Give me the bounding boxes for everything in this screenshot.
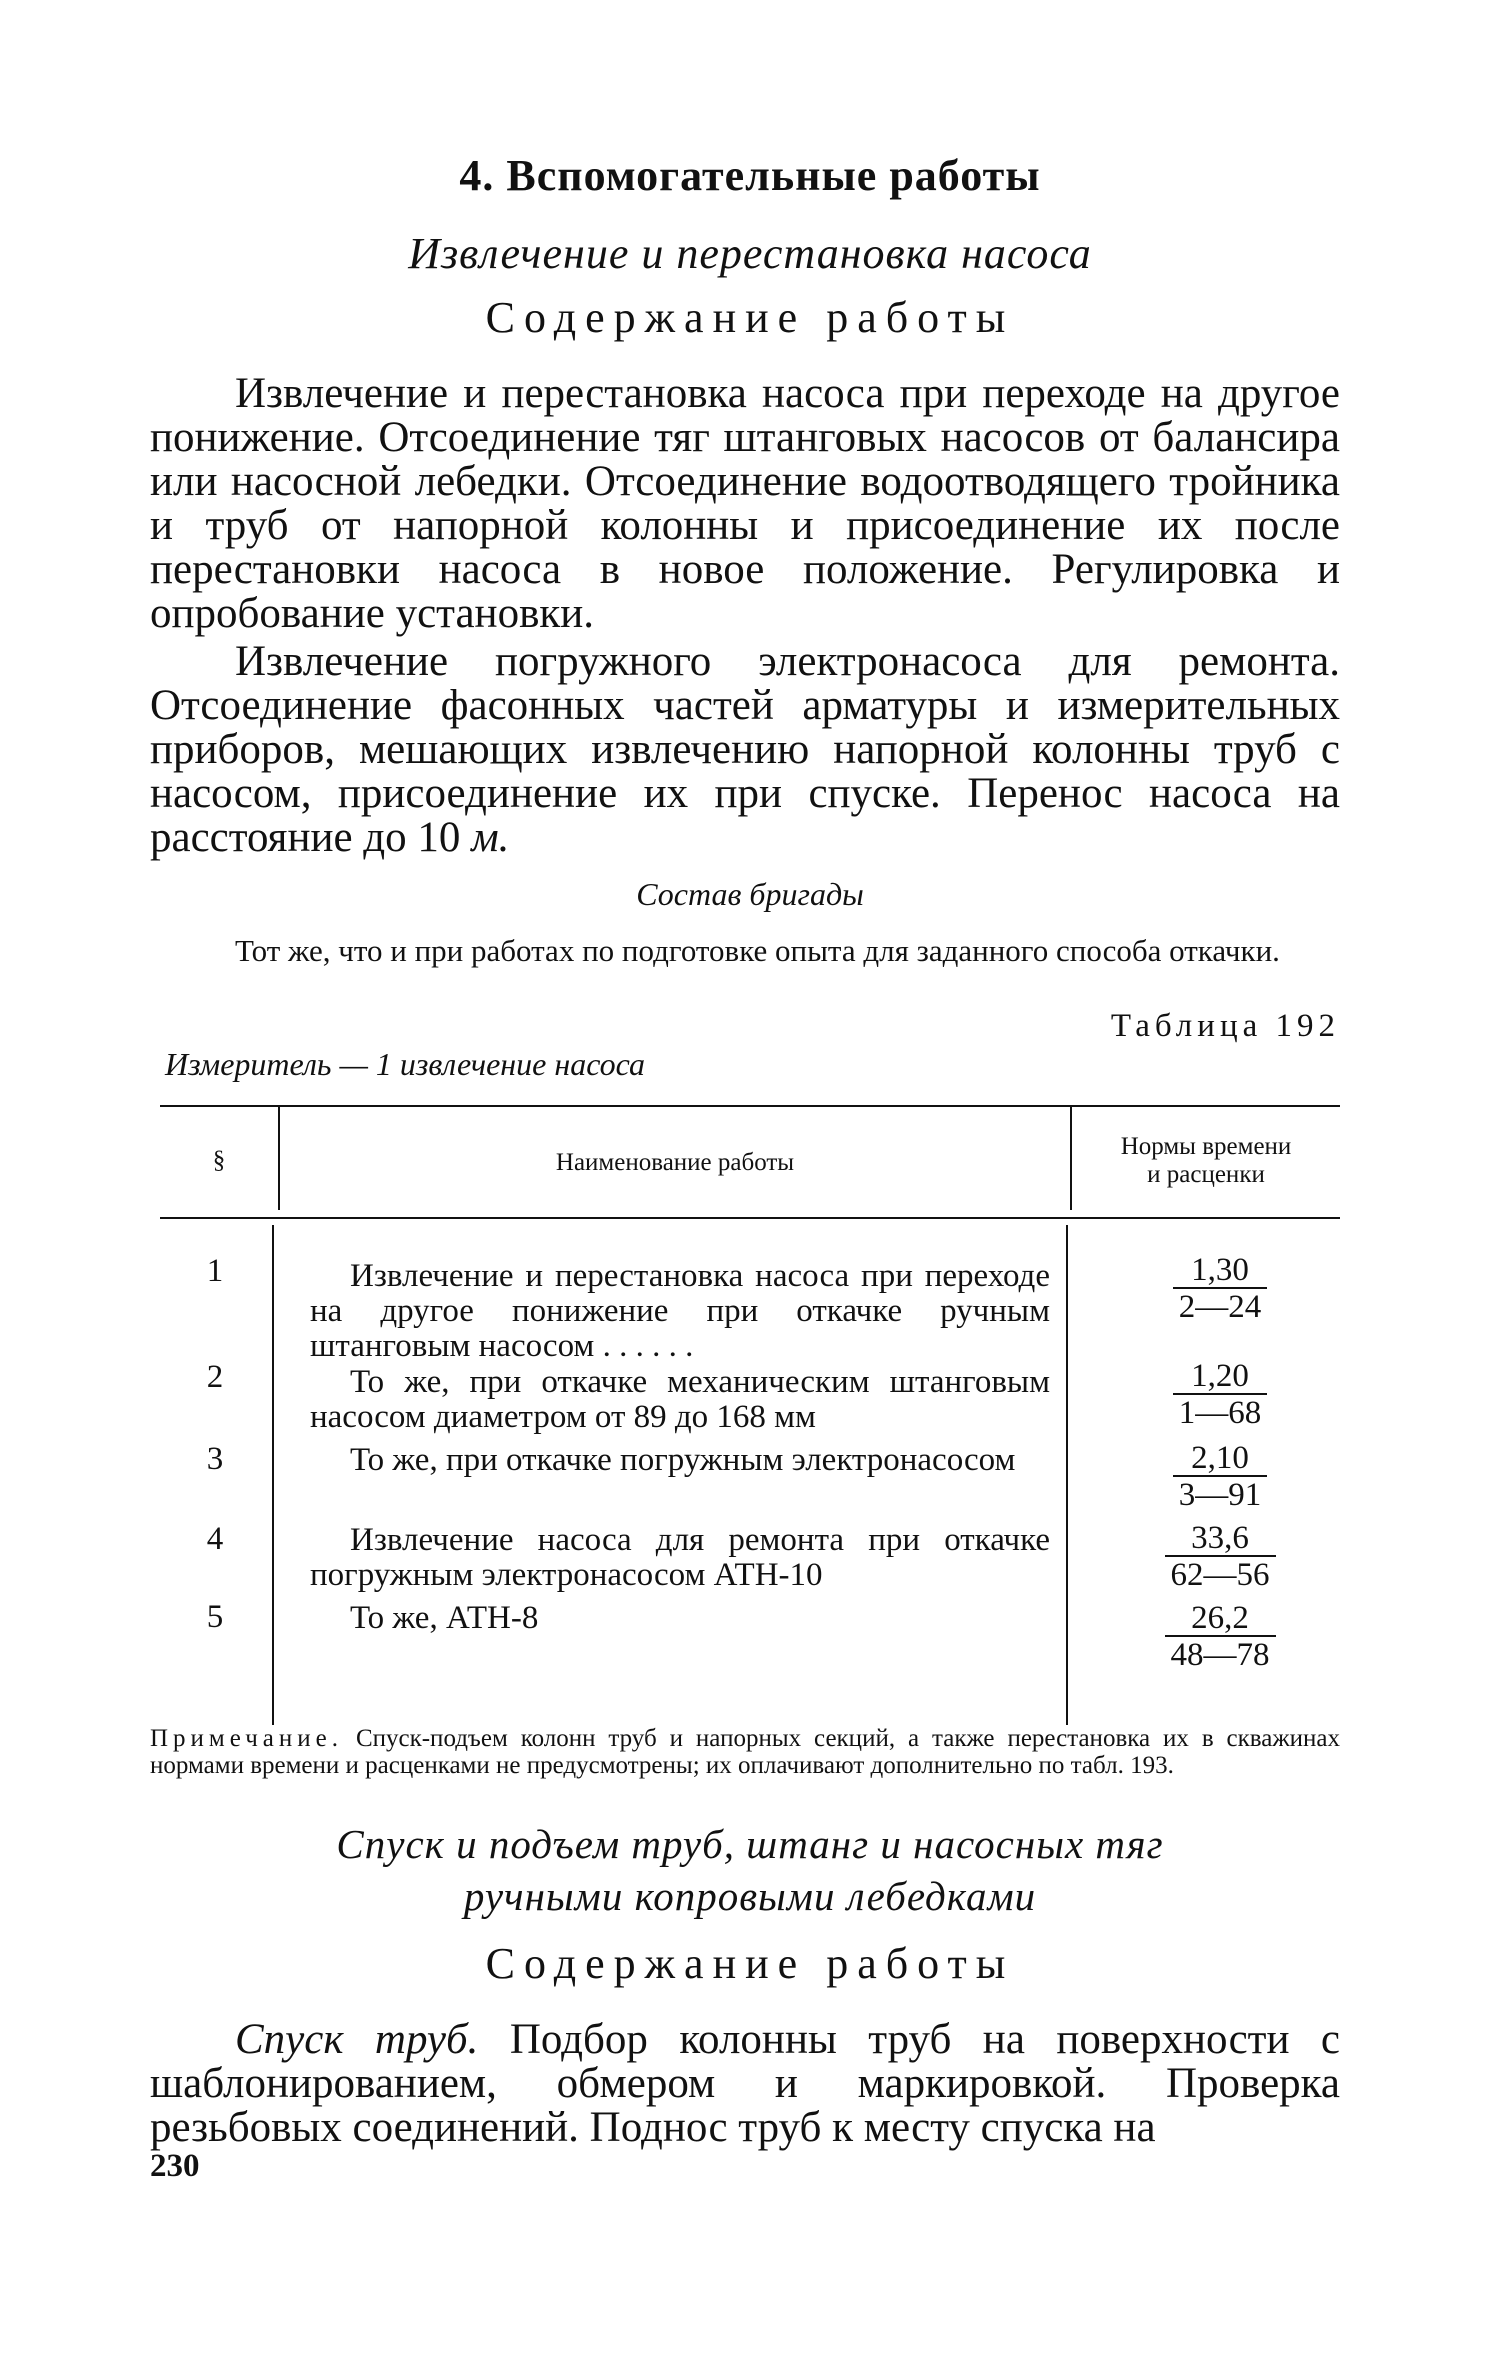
- document-page: [150, 0, 1350, 2363]
- section2-title-line2: ручными копровыми лебедками: [463, 1873, 1037, 1919]
- table-col-divider-2-body: [1066, 1225, 1068, 1725]
- row-1-name: Извлечение и перестановка насоса при переходе на другое понижение при откачке ручным штанговым насосом . . . . . .: [310, 1258, 1050, 1364]
- note-label: Примечание.: [150, 1725, 344, 1752]
- table-col-divider-1-body: [272, 1225, 274, 1725]
- table-header-rule: [160, 1217, 1340, 1219]
- paragraph-2: [150, 640, 1340, 860]
- header-paragraph-sign: §: [212, 1147, 226, 1174]
- row-2-name: То же, при откачке механическим штанговым насосом диаметром от 89 до 168 мм: [310, 1364, 1050, 1435]
- row-5-norm-time: 26,2: [1191, 1600, 1249, 1636]
- row-1-norm-time: 1,30: [1191, 1252, 1249, 1288]
- row-3-norm: [1120, 1441, 1320, 1514]
- section2-title: [150, 1818, 1350, 1922]
- table-note: [150, 1725, 1340, 1779]
- table-top-rule: [160, 1105, 1340, 1107]
- header-norms-line1: Нормы времени: [1120, 1133, 1292, 1160]
- section-subtitle: Извлечение и перестановка насоса: [408, 229, 1092, 278]
- paragraph-2-unit: м.: [471, 814, 510, 861]
- row-2-number: 2: [206, 1359, 224, 1395]
- row-4-norm-rate: 62—56: [1165, 1555, 1276, 1593]
- table-measure: Измеритель — 1 извлечение насоса: [165, 1046, 646, 1082]
- row-1-number: 1: [206, 1253, 224, 1289]
- row-4-norm: [1120, 1521, 1320, 1594]
- header-work-name: Наименование работы: [555, 1149, 795, 1176]
- row-5-number: 5: [206, 1599, 224, 1635]
- row-5-norm-rate: 48—78: [1165, 1635, 1276, 1673]
- row-3-norm-rate: 3—91: [1173, 1475, 1268, 1513]
- section2-title-line1: Спуск и подъем труб, штанг и насосных тяг: [336, 1821, 1164, 1867]
- table-number: Таблица 192: [1110, 1008, 1340, 1044]
- header-norms: [1072, 1133, 1340, 1189]
- row-3-name: То же, при откачке погружным электронасосом: [350, 1442, 1016, 1478]
- page-number: 230: [150, 2148, 200, 2184]
- section2-paragraph: [150, 2018, 1340, 2150]
- row-3-norm-time: 2,10: [1191, 1440, 1249, 1476]
- paragraph-2-text: Извлечение погружного электронасоса для ремонта. Отсоединение фасонных частей арматуры и измерительных приборов, мешающих извлечению напорной колонны труб с насосом, присоединение их при спуске. Перенос насоса на расстояние до 10: [150, 638, 1340, 861]
- row-5-name: То же, АТН-8: [350, 1600, 539, 1636]
- header-norms-line2: и расценки: [1147, 1161, 1265, 1188]
- crew-heading: Состав бригады: [636, 876, 864, 912]
- row-3-number: 3: [206, 1441, 224, 1477]
- row-1-norm-rate: 2—24: [1173, 1287, 1268, 1325]
- section2-text: Подбор колонны труб на поверхности с шаблонированием, обмером и маркировкой. Проверка резьбовых соединений. Поднос труб к месту спуска на: [150, 2016, 1340, 2151]
- row-2-norm: [1120, 1359, 1320, 1432]
- row-4-name: Извлечение насоса для ремонта при откачке погружным электронасосом АТН-10: [310, 1522, 1050, 1593]
- note-text: Спуск-подъем колонн труб и напорных секций, а также перестановка их в скважинах нормами времени и расценками не предусмотрены; их оплачивают дополнительно по табл. 193.: [150, 1725, 1340, 1779]
- section2-content-heading: Содержание работы: [485, 1939, 1015, 1988]
- row-4-norm-time: 33,6: [1191, 1520, 1249, 1556]
- crew-text: Тот же, что и при работах по подготовке опыта для заданного способа откачки.: [235, 933, 1280, 968]
- row-4-number: 4: [206, 1521, 224, 1557]
- row-2-norm-rate: 1—68: [1173, 1393, 1268, 1431]
- row-1-norm: [1120, 1253, 1320, 1326]
- content-heading: Содержание работы: [485, 293, 1015, 342]
- section2-lead: Спуск труб.: [235, 2016, 479, 2063]
- row-2-norm-time: 1,20: [1191, 1358, 1249, 1394]
- paragraph-1: Извлечение и перестановка насоса при переходе на другое понижение. Отсоединение тяг штанговых насосов от балансира или насосной лебедки. Отсоединение водоотводящего тройника и труб от напорной колонны и присоединение их после перестановки насоса в новое положение. Регулировка и опробование установки.: [150, 370, 1340, 637]
- section-title: 4. Вспомогательные работы: [459, 151, 1041, 200]
- norms-table: [160, 1105, 1340, 1725]
- row-5-norm: [1120, 1601, 1320, 1674]
